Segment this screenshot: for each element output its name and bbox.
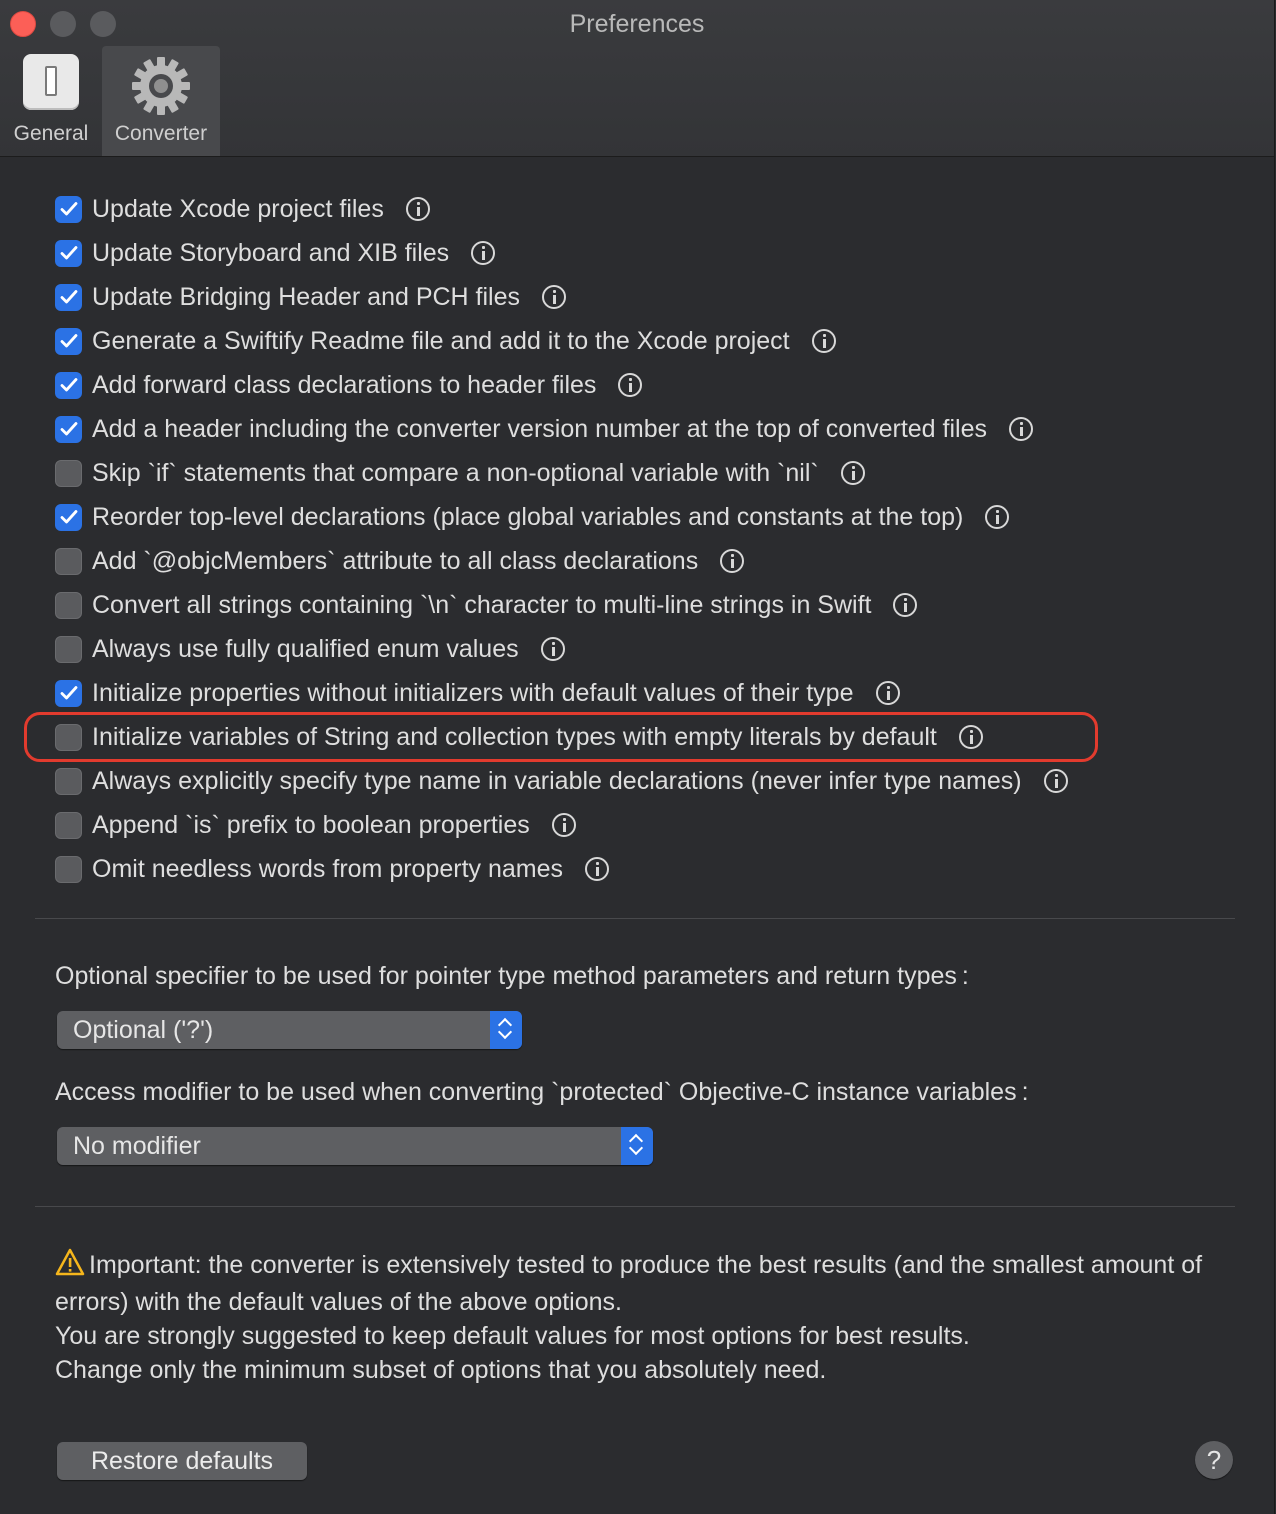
option-checkbox[interactable] <box>55 592 82 619</box>
important-note <box>55 1248 1215 1387</box>
option-checkbox[interactable] <box>55 328 82 355</box>
checkmark-icon <box>60 421 78 437</box>
checkmark-icon <box>60 201 78 217</box>
info-icon[interactable] <box>841 461 865 485</box>
option-label: Update Bridging Header and PCH files <box>92 282 521 311</box>
chevron-updown-icon <box>490 1011 522 1049</box>
option-row[interactable] <box>55 281 566 313</box>
highlight-annotation <box>24 712 1098 762</box>
switch-icon <box>23 54 79 110</box>
info-icon[interactable] <box>585 857 609 881</box>
checkmark-icon <box>60 333 78 349</box>
access-modifier-value: No modifier <box>73 1132 201 1160</box>
access-modifier-select[interactable] <box>57 1127 653 1165</box>
note-line-1: Important: the converter is extensively tested to produce the best results (and the smallest amount of errors) with the default values of the above options. <box>55 1251 1203 1316</box>
info-icon[interactable] <box>406 197 430 221</box>
checkmark-icon <box>60 509 78 525</box>
info-icon[interactable] <box>1044 769 1068 793</box>
option-label: Append `is` prefix to boolean properties <box>92 810 530 839</box>
help-button[interactable]: ? <box>1195 1441 1233 1479</box>
optional-specifier-select[interactable] <box>57 1011 522 1049</box>
option-checkbox[interactable] <box>55 504 82 531</box>
option-row[interactable] <box>55 457 865 489</box>
option-checkbox[interactable] <box>55 680 82 707</box>
option-row[interactable] <box>55 237 495 269</box>
gear-icon <box>129 54 193 124</box>
option-row[interactable] <box>55 589 917 621</box>
option-label: Skip `if` statements that compare a non-optional variable with `nil` <box>92 458 819 487</box>
info-icon[interactable] <box>541 637 565 661</box>
option-label: Convert all strings containing `\n` character to multi-line strings in Swift <box>92 590 872 619</box>
option-label: Add a header including the converter version number at the top of converted files <box>92 414 987 443</box>
option-label: Add forward class declarations to header files <box>92 370 597 399</box>
option-row[interactable] <box>55 677 900 709</box>
tab-general-label: General <box>13 122 89 145</box>
option-checkbox[interactable] <box>55 460 82 487</box>
option-row[interactable] <box>55 633 565 665</box>
info-icon[interactable] <box>812 329 836 353</box>
optional-specifier-label: Optional specifier to be used for pointer type method parameters and return types : <box>55 962 969 990</box>
option-checkbox[interactable] <box>55 416 82 443</box>
note-line-3: Change only the minimum subset of options that you absolutely need. <box>55 1356 827 1384</box>
option-label: Generate a Swiftify Readme file and add it to the Xcode project <box>92 326 790 355</box>
checkmark-icon <box>60 289 78 305</box>
option-label: Initialize properties without initializers with default values of their type <box>92 678 854 707</box>
option-checkbox[interactable] <box>55 768 82 795</box>
option-checkbox[interactable] <box>55 856 82 883</box>
option-label: Initialize variables of String and collection types with empty literals by default <box>92 722 937 751</box>
checkmark-icon <box>60 245 78 261</box>
option-row[interactable] <box>55 853 609 885</box>
info-icon[interactable] <box>893 593 917 617</box>
warning-icon <box>55 1248 85 1285</box>
divider <box>35 918 1235 919</box>
tab-general[interactable] <box>0 46 102 156</box>
option-label: Reorder top-level declarations (place global variables and constants at the top) <box>92 502 964 531</box>
access-modifier-label: Access modifier to be used when converting `protected` Objective-C instance variables : <box>55 1078 1029 1106</box>
option-label: Add `@objcMembers` attribute to all class declarations <box>92 546 699 575</box>
info-icon[interactable] <box>720 549 744 573</box>
option-label: Update Xcode project files <box>92 194 384 223</box>
info-icon[interactable] <box>618 373 642 397</box>
note-line-2: You are strongly suggested to keep default values for most options for best results. <box>55 1322 970 1350</box>
divider <box>35 1206 1235 1207</box>
option-checkbox[interactable] <box>55 636 82 663</box>
option-row[interactable] <box>55 369 642 401</box>
option-checkbox[interactable] <box>55 240 82 267</box>
title-bar <box>0 0 1274 157</box>
option-checkbox[interactable] <box>55 548 82 575</box>
option-label: Omit needless words from property names <box>92 854 564 883</box>
checkmark-icon <box>60 377 78 393</box>
option-row[interactable] <box>55 765 1068 797</box>
restore-defaults-button[interactable]: Restore defaults <box>57 1442 307 1480</box>
info-icon[interactable] <box>471 241 495 265</box>
option-row[interactable] <box>55 809 576 841</box>
option-row[interactable] <box>55 325 836 357</box>
window-title: Preferences <box>569 10 705 38</box>
option-label: Always explicitly specify type name in variable declarations (never infer type names) <box>92 766 1022 795</box>
option-checkbox[interactable] <box>55 284 82 311</box>
tab-converter-label: Converter <box>114 122 208 145</box>
option-label: Always use fully qualified enum values <box>92 634 519 663</box>
option-row[interactable] <box>55 193 430 225</box>
option-row[interactable] <box>55 545 744 577</box>
optional-specifier-value: Optional ('?') <box>73 1016 214 1044</box>
option-label: Update Storyboard and XIB files <box>92 238 450 267</box>
option-row[interactable] <box>55 413 1033 445</box>
tab-converter[interactable] <box>102 46 220 156</box>
option-checkbox[interactable] <box>55 196 82 223</box>
info-icon[interactable] <box>876 681 900 705</box>
info-icon[interactable] <box>552 813 576 837</box>
chevron-updown-icon <box>621 1127 653 1165</box>
option-checkbox[interactable] <box>55 372 82 399</box>
option-row[interactable] <box>55 501 1009 533</box>
info-icon[interactable] <box>985 505 1009 529</box>
info-icon[interactable] <box>542 285 566 309</box>
option-checkbox[interactable] <box>55 812 82 839</box>
checkmark-icon <box>60 685 78 701</box>
info-icon[interactable] <box>1009 417 1033 441</box>
